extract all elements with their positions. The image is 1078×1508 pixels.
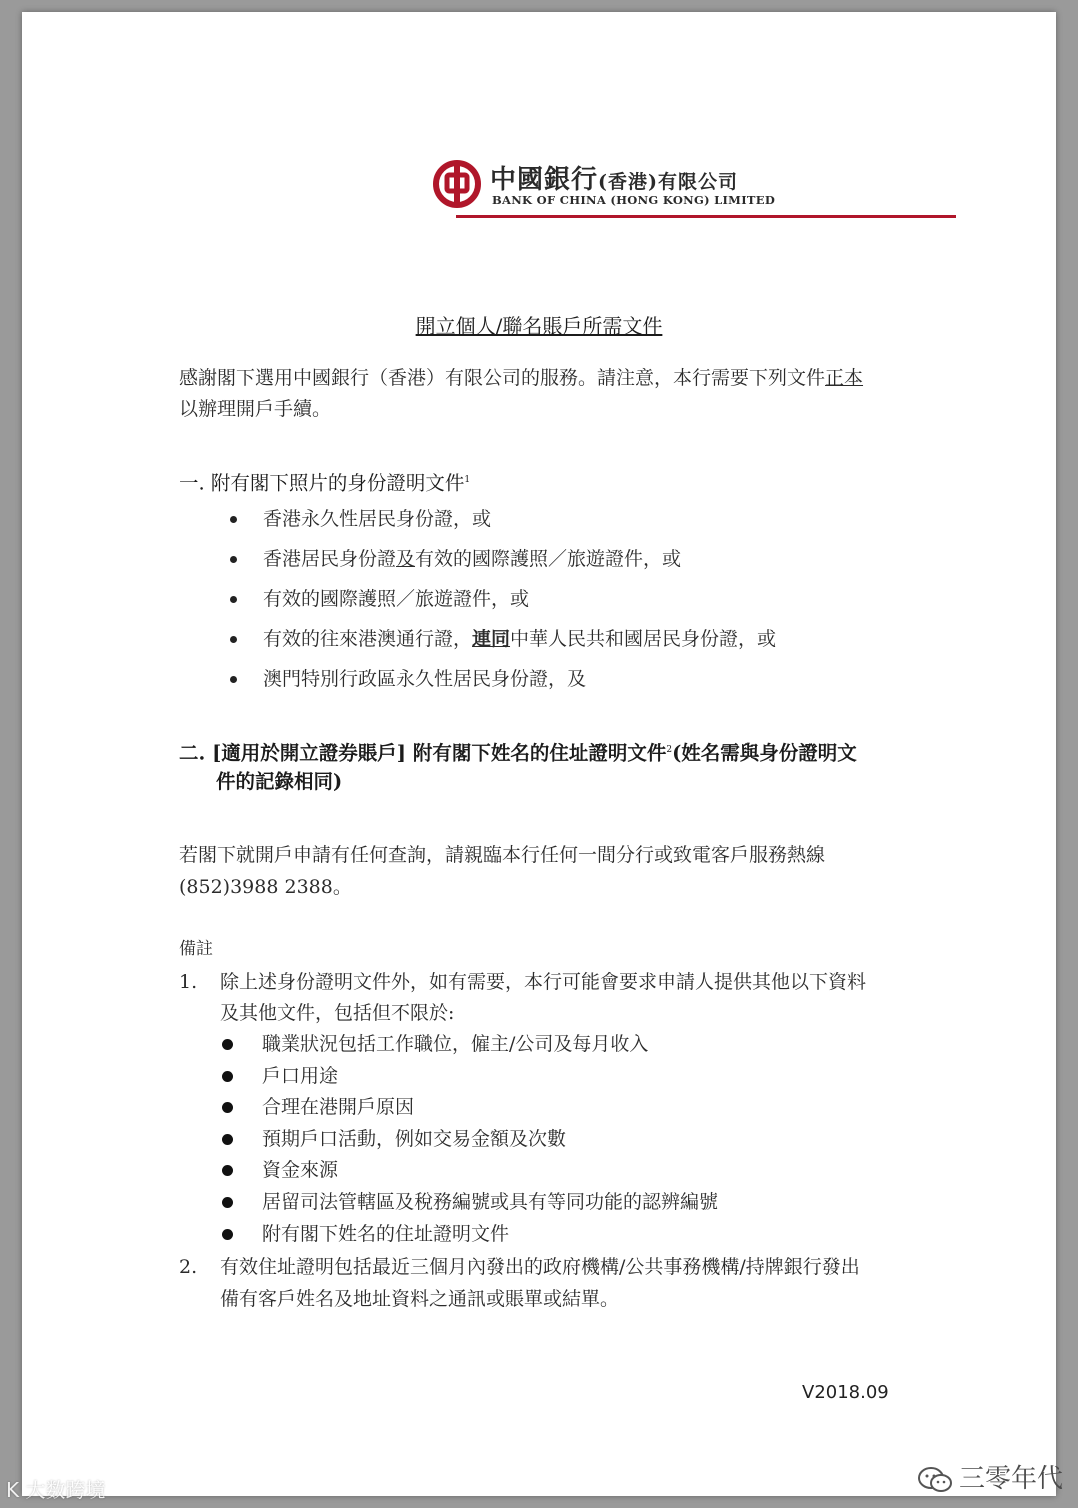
list-item: 資金來源 [222,1155,718,1187]
bank-logo [432,157,957,229]
list-item: 戶口用途 [222,1061,718,1093]
list-item: 合理在港開戶原因 [222,1092,718,1124]
logo-underline [456,215,956,218]
note-1-line-2: 及其他文件，包括但不限於: [220,1002,455,1024]
list-item: 附有閣下姓名的住址證明文件 [222,1219,718,1251]
intro-line-1: 感謝閣下選用中國銀行（香港）有限公司的服務。請注意，本行需要下列文件正本 [179,367,864,389]
section-2-heading-line-2: 件的記錄相同) [216,770,343,793]
additional-info-list [222,1029,718,1250]
note-1-line-1: 除上述身份證明文件外，如有需要，本行可能會要求申請人提供其他以下資料 [220,971,867,993]
bank-name-english: BANK OF CHINA (HONG KONG) LIMITED [492,193,776,207]
bank-of-china-emblem-icon [432,159,482,209]
version-label: V2018.09 [802,1382,889,1403]
note-1-number: 1. [179,971,198,993]
bank-name-chinese: 中國銀行(香港)有限公司 [490,165,739,195]
list-item: 有效的往來港澳通行證，連同中華人民共和國居民身份證，或 [230,619,776,659]
list-item: 有效的國際護照／旅遊證件，或 [230,579,776,619]
list-item: 居留司法管轄區及稅務編號或具有等同功能的認辨編號 [222,1187,718,1219]
watermark-left: K 大数跨境 [6,1478,106,1502]
wechat-icon [917,1466,953,1494]
enquiry-line-1: 若閣下就開戶申請有任何查詢，請親臨本行任何一間分行或致電客戶服務熱線 [179,844,826,866]
list-item: 香港居民身份證及有效的國際護照／旅遊證件，或 [230,539,776,579]
document-page [22,12,1064,1496]
section-1-heading: 一. 附有閣下照片的身份證明文件$^1$ [179,471,471,495]
watermark-right: 三零年代 [917,1458,1063,1495]
list-item: 預期戶口活動，例如交易金額及次數 [222,1124,718,1156]
section-2-heading-line-1: 二. [適用於開立證券賬戶] 附有閣下姓名的住址證明文件$^2$(姓名需與身份證明文 [179,741,857,765]
remarks-label: 備註 [179,939,213,959]
note-2-number: 2. [179,1256,198,1278]
list-item: 澳門特別行政區永久性居民身份證，及 [230,659,776,699]
id-documents-list [230,499,776,699]
document-title: 開立個人/聯名賬戶所需文件 [415,314,663,338]
list-item: 香港永久性居民身份證，或 [230,499,776,539]
note-2-line-2: 備有客戶姓名及地址資料之通訊或賬單或結單。 [220,1288,620,1310]
note-2-line-1: 有效住址證明包括最近三個月內發出的政府機構/公共事務機構/持牌銀行發出 [220,1256,860,1278]
enquiry-hotline: (852)3988 2388。 [179,876,352,898]
list-item: 職業狀況包括工作職位，僱主/公司及每月收入 [222,1029,718,1061]
intro-line-2: 以辦理開戶手續。 [179,398,332,420]
